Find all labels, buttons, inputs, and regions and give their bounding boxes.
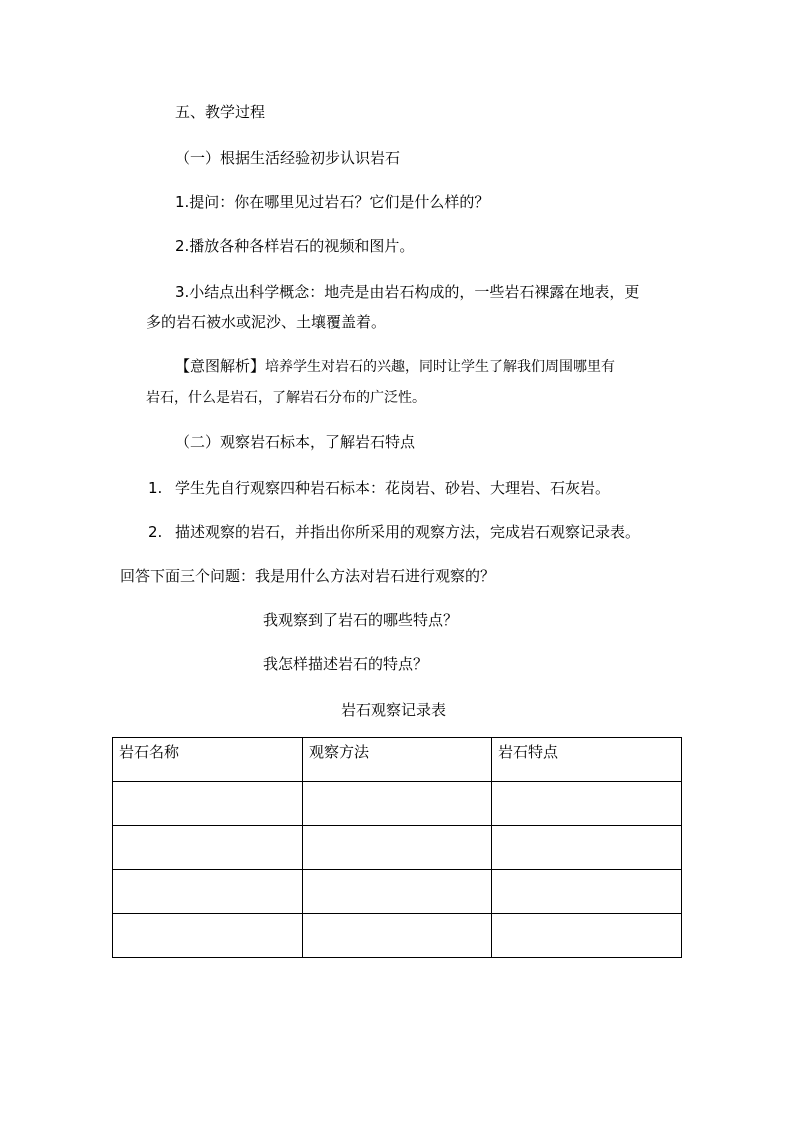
part2-item-2-number: 2. xyxy=(148,523,163,541)
intent-text-line-1: 培养学生对岩石的兴趣，同时让学生了解我们周围哪里有 xyxy=(265,359,616,375)
part1-item-1: 1.提问：你在哪里见过岩石？它们是什么样的？ xyxy=(175,193,490,211)
part2-item-1-text: 学生先自行观察四种岩石标本：花岗岩、砂岩、大理岩、石灰岩。 xyxy=(175,479,611,497)
questions-intro: 回答下面三个问题：我是用什么方法对岩石进行观察的？ xyxy=(120,567,496,585)
table-row xyxy=(113,782,682,826)
rock-observation-table xyxy=(112,737,682,958)
header-rock-name: 岩石名称 xyxy=(113,738,303,782)
table-cell[interactable] xyxy=(303,870,492,914)
table-row xyxy=(113,914,682,958)
part1-item-2: 2.播放各种各样岩石的视频和图片。 xyxy=(175,237,415,255)
table-row xyxy=(113,826,682,870)
header-rock-features: 岩石特点 xyxy=(492,738,682,782)
table-cell[interactable] xyxy=(303,914,492,958)
part2-item-1-number: 1. xyxy=(148,479,163,497)
question-2: 我观察到了岩石的哪些特点？ xyxy=(263,611,459,629)
table-cell[interactable] xyxy=(492,870,682,914)
intent-text-line-2: 岩石，什么是岩石，了解岩石分布的广泛性。 xyxy=(146,390,426,406)
table-row xyxy=(113,870,682,914)
table-header-row xyxy=(113,738,682,782)
part2-heading: （二）观察岩石标本，了解岩石特点 xyxy=(175,433,416,451)
intent-paragraph-line-1 xyxy=(175,356,615,377)
header-observation-method: 观察方法 xyxy=(303,738,492,782)
table-caption: 岩石观察记录表 xyxy=(341,701,447,719)
part2-item-2-text: 描述观察的岩石，并指出你所采用的观察方法，完成岩石观察记录表。 xyxy=(175,523,641,541)
table-cell[interactable] xyxy=(492,826,682,870)
table-cell[interactable] xyxy=(113,870,303,914)
table-cell[interactable] xyxy=(492,914,682,958)
table-cell[interactable] xyxy=(303,782,492,826)
part1-item-3-line-2: 多的岩石被水或泥沙、土壤覆盖着。 xyxy=(146,313,387,331)
table-cell[interactable] xyxy=(113,826,303,870)
intent-label: 【意图解析】 xyxy=(175,357,266,375)
section-title: 五、教学过程 xyxy=(175,103,266,121)
part1-item-3-line-1: 3.小结点出科学概念：地壳是由岩石构成的，一些岩石裸露在地表，更 xyxy=(175,283,640,301)
part1-heading: （一）根据生活经验初步认识岩石 xyxy=(175,149,401,167)
table-cell[interactable] xyxy=(303,826,492,870)
table-cell[interactable] xyxy=(113,782,303,826)
question-3: 我怎样描述岩石的特点？ xyxy=(263,655,429,673)
table-cell[interactable] xyxy=(492,782,682,826)
table-cell[interactable] xyxy=(113,914,303,958)
